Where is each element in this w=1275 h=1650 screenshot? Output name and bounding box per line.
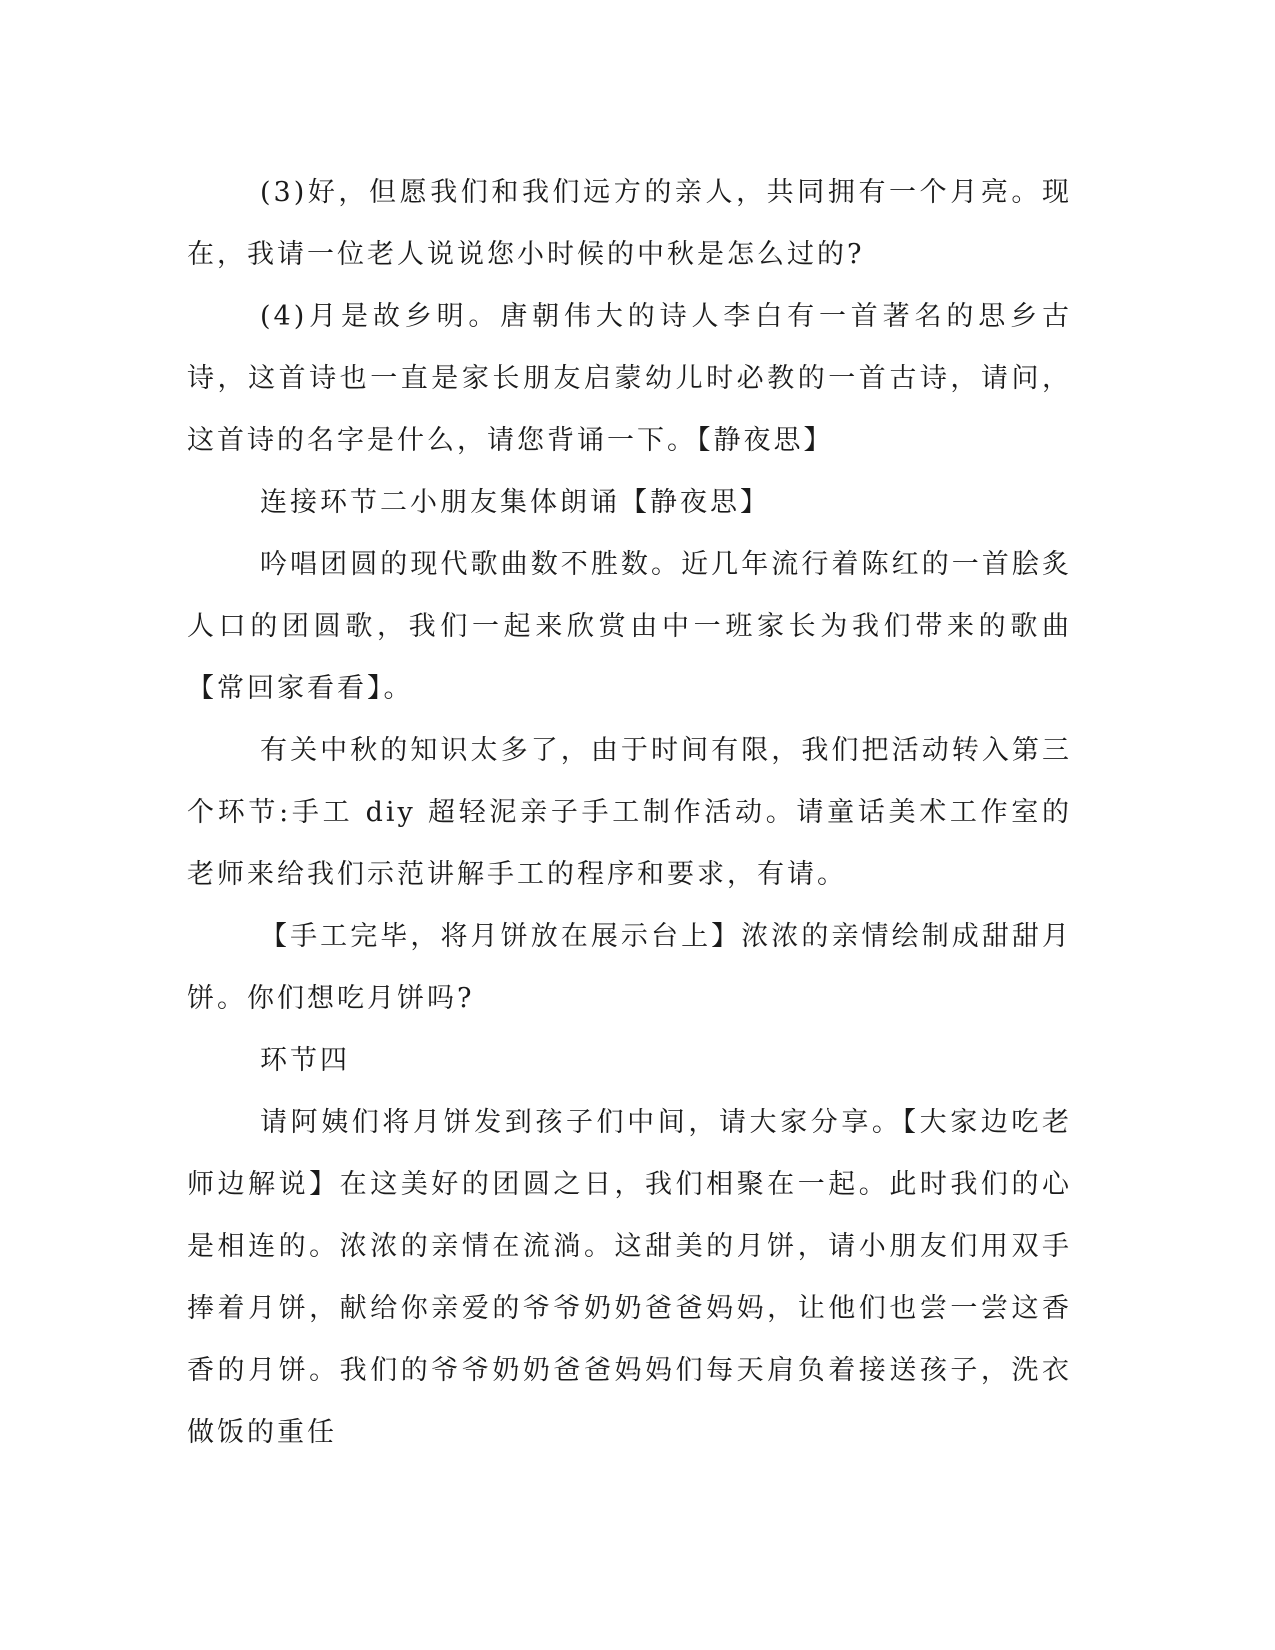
paragraph-reunion-song: 吟唱团圆的现代歌曲数不胜数。近几年流行着陈红的一首脍炙人口的团圆歌，我们一起来欣赏由中一班家长为我们带来的歌曲【常回家看看】。 <box>187 549 1072 704</box>
document-body <box>187 162 1072 1464</box>
paragraph-sharing-mooncakes: 请阿姨们将月饼发到孩子们中间，请大家分享。【大家边吃老师边解说】在这美好的团圆之日，我们相聚在一起。此时我们的心是相连的。浓浓的亲情在流淌。这甜美的月饼，请小朋友们用双手捧着月饼，献给你亲爱的爷爷奶奶爸爸妈妈，让他们也尝一尝这香香的月饼。我们的爷爷奶奶爸爸妈妈们每天肩负着接送孩子，洗衣做饭的重任 <box>187 1107 1072 1448</box>
paragraph-handcraft-activity: 有关中秋的知识太多了，由于时间有限，我们把活动转入第三个环节:手工 diy 超轻泥亲子手工制作活动。请童话美术工作室的老师来给我们示范讲解手工的程序和要求，有请。 <box>187 735 1072 890</box>
paragraph-mooncake-display: 【手工完毕，将月饼放在展示台上】浓浓的亲情绘制成甜甜月饼。你们想吃月饼吗? <box>187 921 1072 1014</box>
paragraph-link-section-two: 连接环节二小朋友集体朗诵【静夜思】 <box>260 487 770 518</box>
paragraph-poem-question: (4)月是故乡明。唐朝伟大的诗人李白有一首著名的思乡古诗，这首诗也一直是家长朋友启蒙幼儿时必教的一首古诗，请问，这首诗的名字是什么，请您背诵一下。【静夜思】 <box>187 301 1072 456</box>
paragraph-elder-memory: (3)好，但愿我们和我们远方的亲人，共同拥有一个月亮。现在，我请一位老人说说您小时候的中秋是怎么过的? <box>187 177 1072 270</box>
section-heading-four: 环节四 <box>260 1045 350 1076</box>
